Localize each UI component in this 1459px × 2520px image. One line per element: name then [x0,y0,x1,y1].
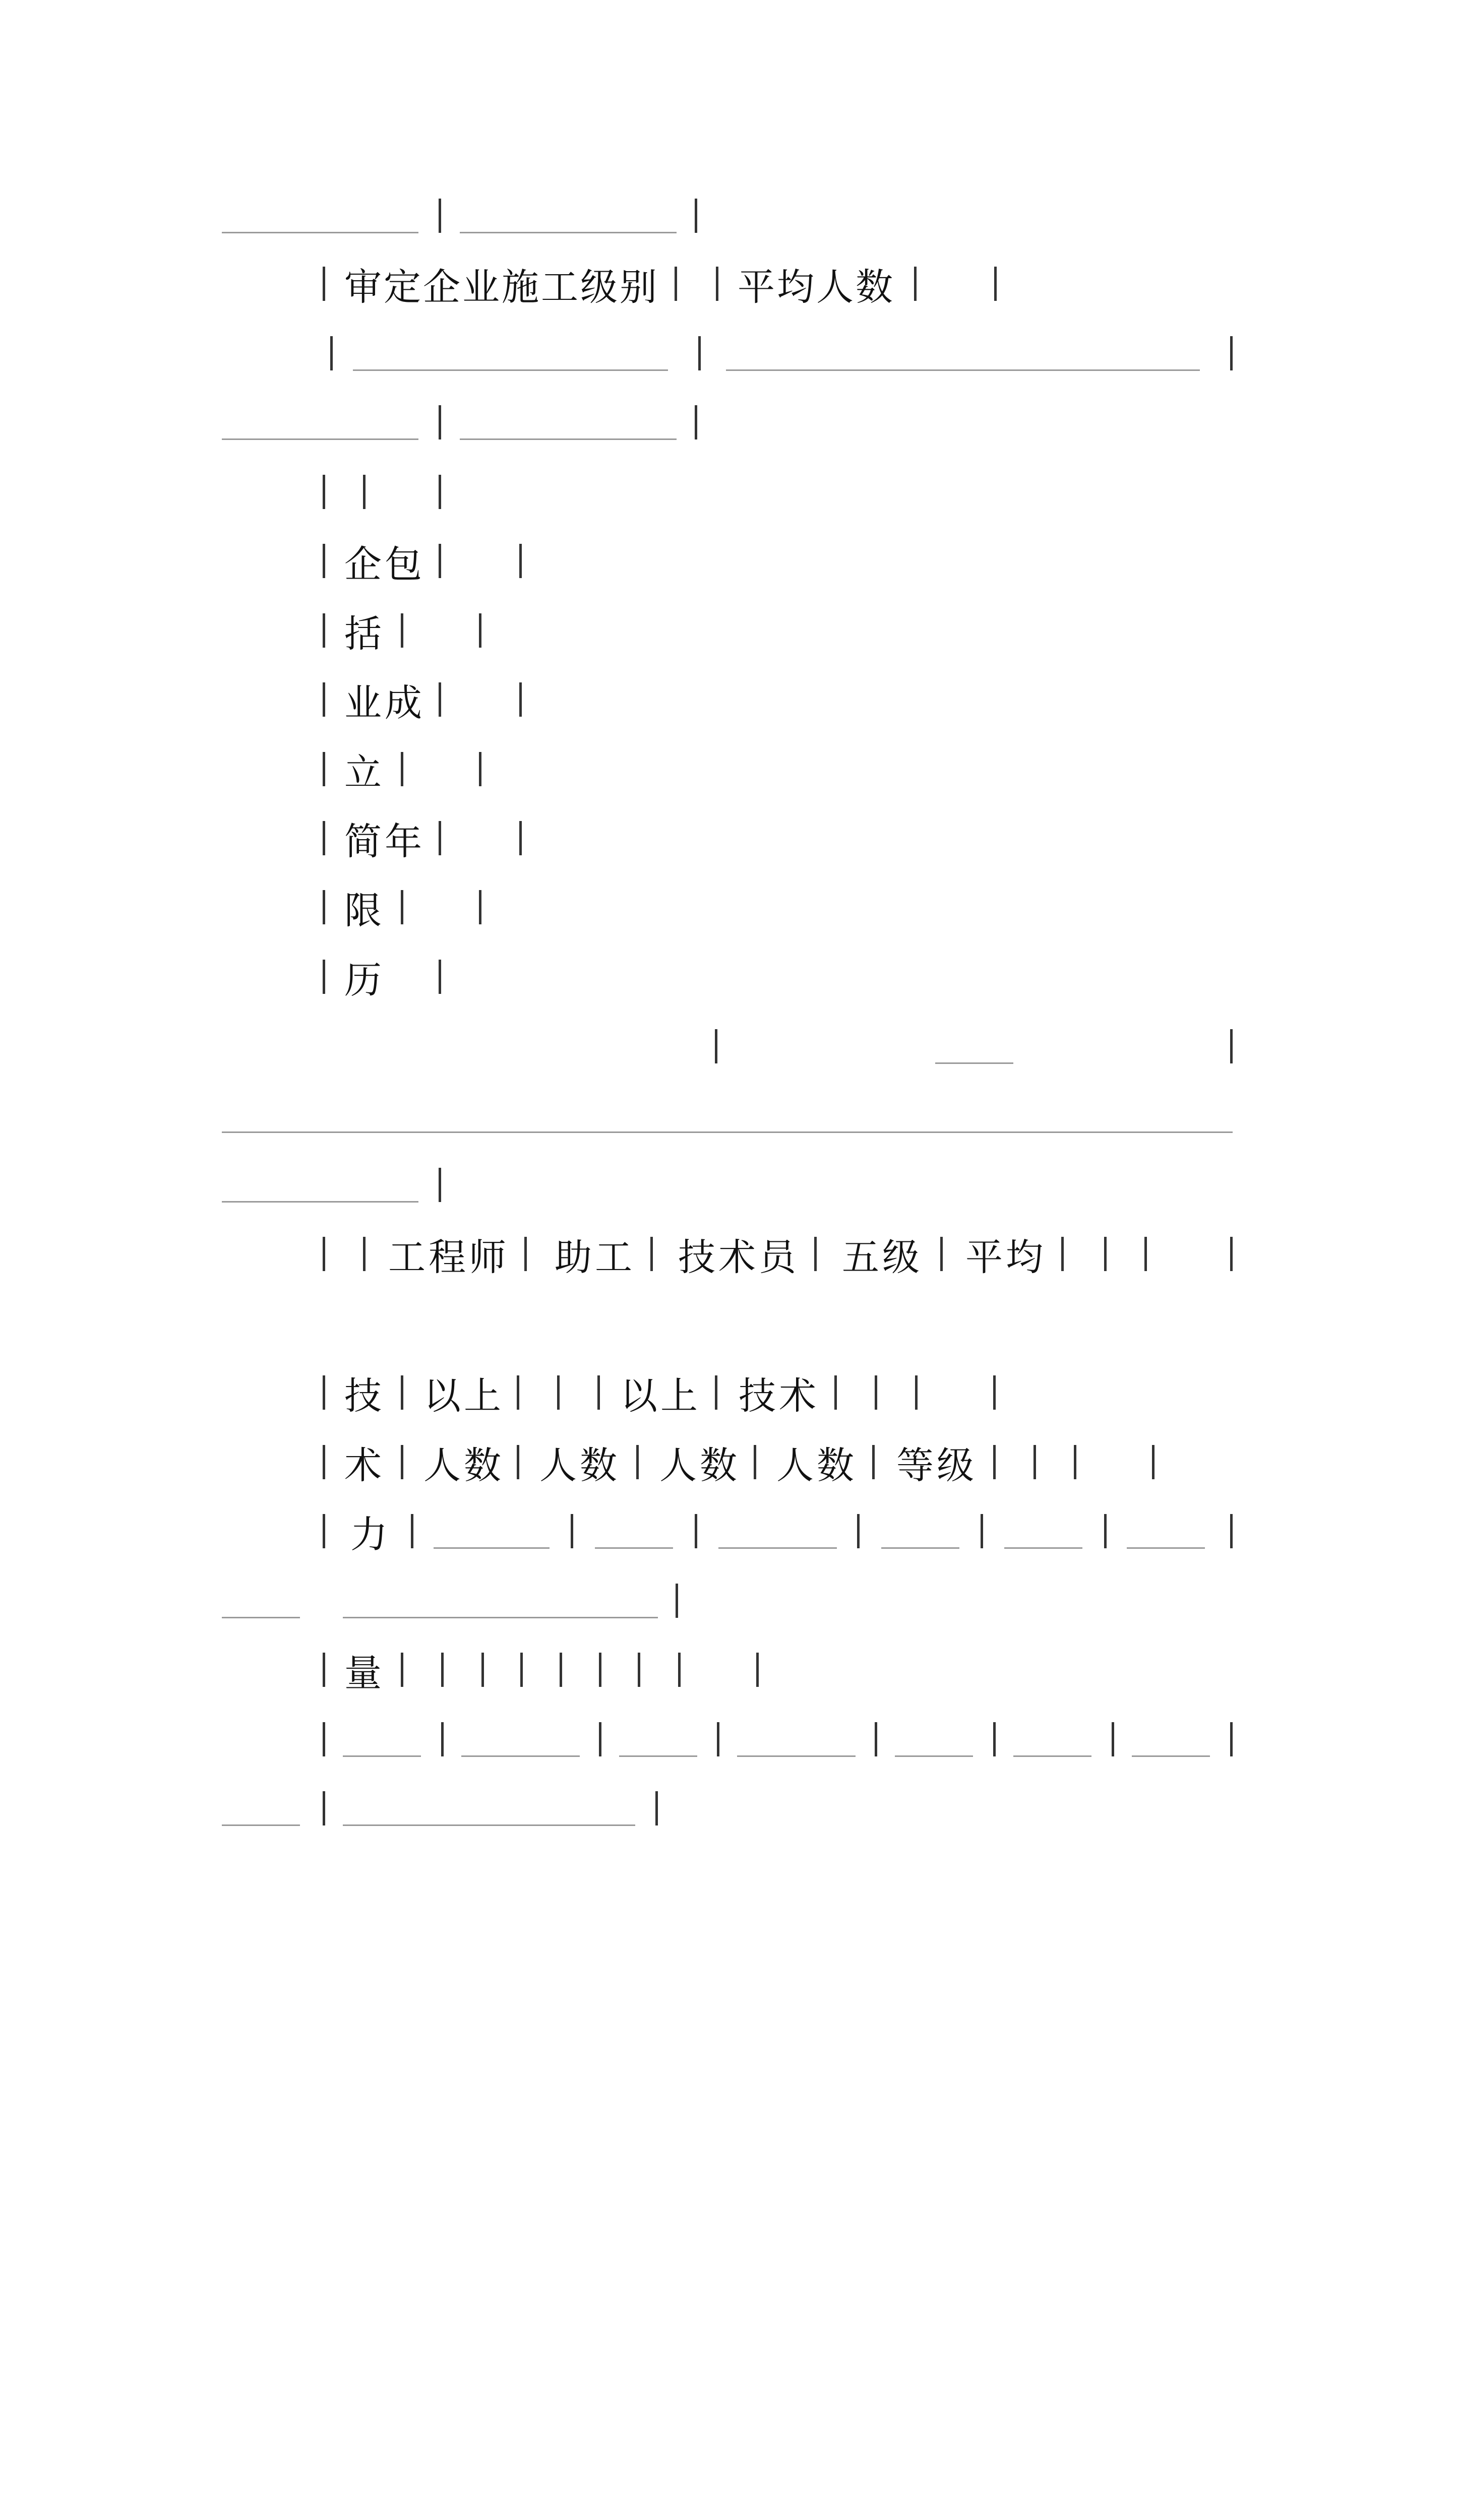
table-bar [655,1791,658,1825]
table-rule [895,1755,973,1757]
table-bar [439,821,441,855]
cell-ren-shu-3: 人数 [659,1444,740,1487]
table-bar [401,890,403,924]
tech-row-2 [0,1368,1459,1424]
table-rule [222,1131,1233,1133]
table-bar [857,1514,860,1548]
table-bar [636,1445,639,1479]
table-bar [1112,1722,1114,1756]
table-rule [343,1617,658,1618]
table-bar [1104,1514,1107,1548]
table-bar [323,1445,325,1479]
table-bar [1061,1237,1064,1271]
table-bar [323,821,325,855]
table-border-line [0,1161,1459,1216]
table-bar [1230,336,1233,370]
table-rule [737,1755,856,1757]
cell-assistant-engineer: 助工 [555,1236,635,1279]
table-bar [330,336,333,370]
table-bar [875,1375,877,1410]
table-bar [481,1653,484,1687]
table-bar [363,1237,366,1271]
table-bar [994,267,997,301]
table-border-line [0,1091,1459,1147]
table-bar [695,1514,697,1548]
table-bar [1230,1029,1233,1063]
row-ye-cheng [0,675,1459,731]
table-bar [323,475,325,509]
table-rule [343,1755,421,1757]
row-li2 [0,953,1459,1008]
table-bar [479,752,481,786]
cell-average: 平均 [965,1236,1046,1279]
table-bar [638,1653,640,1687]
cell-xian: 限 [344,889,382,932]
table-bar [363,475,366,509]
table-bar [940,1237,943,1271]
table-bar [993,1722,996,1756]
table-bar [914,267,917,301]
table-bar [698,336,701,370]
cell-jian-nian: 简年 [344,820,425,863]
table-bar [915,1375,918,1410]
table-bar [814,1237,817,1271]
table-rule [1013,1755,1091,1757]
table-bar [715,1029,717,1063]
cell-technician: 技术员 [678,1236,799,1279]
table-bar [439,405,441,439]
cell-level-five: 五级 [842,1236,923,1279]
table-rule [1132,1755,1210,1757]
table-bar [323,1237,325,1271]
table-rule [881,1547,959,1549]
cell-ren-shu-2: 人数 [539,1444,620,1487]
table-bar [411,1514,413,1548]
table-rule [222,1201,418,1203]
table-rule [1004,1547,1082,1549]
table-bar [479,890,481,924]
table-bar [695,405,697,439]
cell-engineer: 工程师 [388,1236,509,1279]
table-bar [323,544,325,578]
table-border-line [0,1784,1459,1840]
table-border-line [0,329,1459,385]
table-bar [519,544,522,578]
cell-yi-shang-2: 以上 [620,1374,701,1418]
table-bar [323,267,325,301]
tech-header-row [0,1230,1459,1285]
table-rule [726,369,1200,371]
cell-yi-shang-1: 以上 [423,1374,504,1418]
table-border-line [0,468,1459,523]
row-li [0,745,1459,800]
table-rule [718,1547,837,1549]
table-bar [1230,1722,1233,1756]
table-bar [1144,1237,1147,1271]
table-rule [619,1755,697,1757]
table-bar [560,1653,562,1687]
cell-ren-shu-1: 人数 [423,1444,504,1487]
table-bar [993,1375,996,1410]
cell-average-headcount: 平均人数 [738,266,895,309]
cell-liang: 量 [344,1652,382,1695]
row-qi-bao [0,537,1459,592]
table-rule [222,438,418,440]
table-bar [676,1584,678,1618]
table-bar [981,1514,983,1548]
table-bar [323,752,325,786]
table-bar [875,1722,877,1756]
table-border-line [0,1577,1459,1632]
table-bar [441,1722,444,1756]
table-rule [434,1547,550,1549]
table-bar [323,1722,325,1756]
header-row [0,260,1459,315]
cell-li3: 力 [350,1513,388,1556]
table-bar [597,1375,600,1410]
table-rule [222,1617,300,1618]
cell-qi-bao: 企包 [344,543,425,586]
table-bar [754,1445,756,1479]
table-bar [1074,1445,1076,1479]
table-bar [439,1168,441,1202]
table-bar [1230,1514,1233,1548]
cell-ji: 技 [344,1374,382,1418]
table-rule [222,232,418,233]
table-bar [323,1791,325,1825]
table-bar [650,1237,653,1271]
table-rule [460,438,677,440]
table-bar [439,682,441,717]
table-bar [401,1445,403,1479]
table-rule [935,1062,1013,1064]
table-bar [439,960,441,994]
table-bar [323,613,325,648]
table-bar [519,821,522,855]
table-bar [599,1653,601,1687]
table-bar [439,475,441,509]
table-rule [460,232,677,233]
table-rule [343,1824,635,1826]
cell-ye-cheng: 业成 [344,681,425,725]
table-bar [1230,1237,1233,1271]
table-rule [595,1547,673,1549]
table-bar [519,682,522,717]
table-bar [401,613,403,648]
tech-row-3 [0,1438,1459,1493]
table-bar [323,960,325,994]
table-bar [439,199,441,233]
cell-ren-shu-4: 人数 [776,1444,857,1487]
table-bar [520,1653,523,1687]
table-rule [353,369,668,371]
table-border-line [0,1715,1459,1771]
table-border-line [0,192,1459,247]
cell-ji-shu: 技术 [739,1374,819,1418]
tech-row-6 [0,1646,1459,1701]
table-bar [401,1375,403,1410]
table-bar [715,1375,717,1410]
table-rule [222,1824,300,1826]
table-bar [834,1375,837,1410]
table-bar [1034,1445,1036,1479]
table-bar [323,1653,325,1687]
table-bar [401,752,403,786]
table-bar [695,199,697,233]
table-bar [756,1653,759,1687]
table-rule [1127,1547,1205,1549]
table-bar [401,1653,403,1687]
table-bar [323,890,325,924]
table-bar [441,1653,444,1687]
table-bar [524,1237,527,1271]
table-bar [678,1653,681,1687]
table-bar [439,544,441,578]
table-bar [557,1375,560,1410]
tech-row-4 [0,1507,1459,1562]
table-bar [1152,1445,1154,1479]
cell-deng-ji: 等级 [896,1444,977,1487]
table-bar [323,1514,325,1548]
table-bar [716,267,718,301]
table-bar [1104,1237,1107,1271]
row-jian-nian [0,814,1459,869]
table-bar [323,682,325,717]
cell-shu: 术 [344,1444,382,1487]
row-kuo [0,606,1459,662]
table-bar [323,1375,325,1410]
table-bar [517,1445,519,1479]
table-bar [717,1722,719,1756]
table-border-line [0,398,1459,454]
table-rule [461,1755,580,1757]
table-bar [479,613,481,648]
table-bar [571,1514,573,1548]
table-bar [675,267,677,301]
table-bar [993,1445,996,1479]
cell-li2: 历 [344,959,382,1002]
cell-kuo: 括 [344,612,382,656]
table-bar [599,1722,601,1756]
table-bar [517,1375,519,1410]
row-xian [0,883,1459,938]
cell-li: 立 [344,751,382,794]
cell-construction-grade: 审定企业施工级别 [344,266,659,309]
table-bar [872,1445,875,1479]
table-border-line [0,1022,1459,1078]
